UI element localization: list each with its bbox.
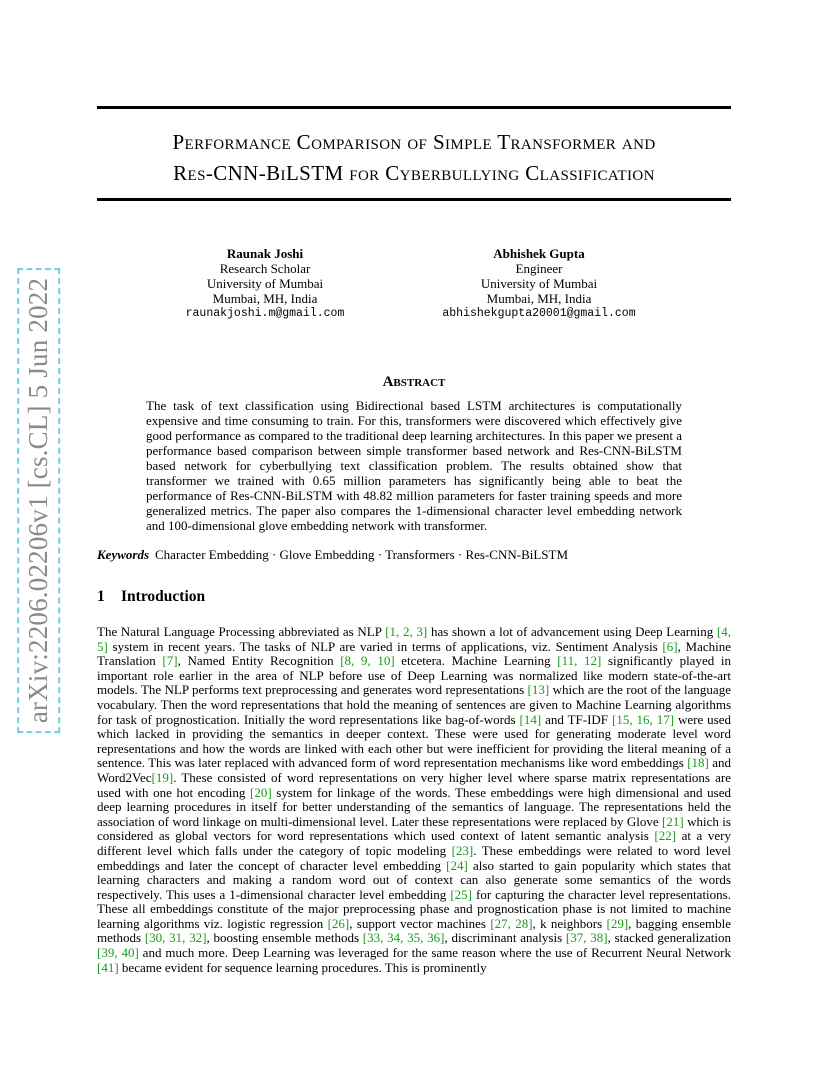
- body-text-run: The Natural Language Processing abbreviated as NLP: [97, 624, 386, 639]
- introduction-paragraph: [97, 625, 731, 975]
- citation-link[interactable]: [24]: [446, 857, 468, 873]
- citation-link[interactable]: [29]: [606, 915, 629, 931]
- body-text-run: , discriminant analysis: [444, 930, 566, 946]
- author-email[interactable]: raunakjoshi.m@gmail.com: [185, 307, 345, 320]
- citation-link[interactable]: [6]: [662, 638, 678, 654]
- body-text-run: for capturing the character level representations. These all embeddings constitute of the major preprocessing phase and prognostication phase is not limited to machine learning algorithms viz. logistic regression: [97, 886, 731, 931]
- abstract-heading: Abstract: [382, 374, 446, 390]
- citation-link[interactable]: [39, 40]: [97, 945, 139, 961]
- author-affiliation: University of Mumbai: [206, 276, 324, 291]
- citation-link[interactable]: [7]: [162, 653, 178, 669]
- body-text-run: , Named Entity Recognition: [177, 653, 341, 669]
- body-text-run: . These consisted of word representations on very higher level where sparse matrix representations are used with one hot encoding: [97, 769, 731, 800]
- body-text-run: , support vector machines: [349, 915, 491, 931]
- body-text-run: , Machine Translation: [97, 638, 732, 669]
- body-text-run: system in recent years. The tasks of NLP are varied in terms of applications, viz. Sentiment Analysis: [107, 638, 663, 654]
- citation-link[interactable]: [33, 34, 35, 36]: [362, 930, 445, 946]
- citation-link[interactable]: [8, 9, 10]: [340, 653, 395, 669]
- author-role: Research Scholar: [219, 261, 311, 276]
- body-text-run: system for linkage of the words. These embeddings were high dimensional and used deep learning procedures in itself for better understanding of the semantics of language. The representations held the association of word linkage on multi-dimensional level. Later these representations were replaced by Glove: [97, 784, 731, 829]
- citation-link[interactable]: [21]: [662, 813, 684, 829]
- citation-link[interactable]: [14]: [519, 711, 542, 727]
- citation-link[interactable]: [1, 2, 3]: [385, 624, 428, 639]
- body-text-run: , k neighbors: [532, 915, 607, 931]
- body-text-run: has shown a lot of advancement using Deep Learning: [427, 624, 717, 639]
- author-email[interactable]: abhishekgupta20001@gmail.com: [442, 307, 636, 320]
- citation-link[interactable]: [11, 12]: [557, 653, 602, 669]
- body-text-run: , stacked generalization: [607, 930, 731, 946]
- title-bottom-rule: [97, 198, 731, 201]
- section-title: Introduction: [121, 588, 206, 605]
- author-1: [125, 246, 405, 321]
- body-text-run: significantly played in important role earlier in the area of NLP before use of Deep Learning was normalized like modern state-of-the-art models. The NLP performs text preprocessing and generates word representations: [97, 653, 731, 698]
- body-text-run: became evident for sequence learning procedures. This is prominently: [118, 959, 487, 975]
- author-location: Mumbai, MH, India: [486, 291, 592, 306]
- author-name: Raunak Joshi: [226, 246, 304, 261]
- body-text-run: and Word2Vec: [97, 755, 731, 785]
- body-text-run: which are the root of the language vocabulary. Then the word representations that hold the meaning of sentences are given to Machine Learning algorithms for task of prognostication. Initially the word representations like bag-of-words: [97, 682, 731, 727]
- body-text-run: , boosting ensemble methods: [206, 930, 363, 946]
- author-location: Mumbai, MH, India: [212, 291, 318, 306]
- citation-link[interactable]: [23]: [451, 842, 474, 858]
- citation-link[interactable]: [26]: [327, 915, 350, 931]
- body-text-run: , bagging ensemble methods: [97, 915, 731, 946]
- citation-link[interactable]: [20]: [250, 784, 272, 800]
- abstract-text: The task of text classification using Bidirectional based LSTM architectures is computationally expensive and time consuming to train. For this, transformers were discovered which effectively give good performance as compared to the traditional deep learning architectures. In this paper we present a performance based comparison between simple transformer based network and Res-CNN-BiLSTM based network for cyberbullying text classification problem. The results obtained show that transformer we trained with 0.65 million parameters has significantly being able to beat the performance of Res-CNN-BiLSTM with 48.82 million parameters for faster training speeds and more generalized metrics. The paper also compares the 1-dimensional character level embedding network and 100-dimensional glove embedding network with transformer.: [146, 398, 682, 533]
- citation-link[interactable]: [41]: [97, 959, 119, 975]
- keywords-text: Character Embedding · Glove Embedding · Transformers · Res-CNN-BiLSTM: [155, 547, 569, 562]
- section-heading-introduction: [97, 588, 205, 606]
- body-text-run: . These embeddings were related to word level embeddings and later the concept of character level embedding: [97, 842, 732, 873]
- paper-title: [97, 127, 731, 189]
- author-2: [399, 246, 679, 321]
- paper-title-line-1: Performance Comparison of Simple Transformer and: [172, 130, 656, 154]
- citation-link[interactable]: [13]: [527, 682, 550, 698]
- section-number: 1: [97, 588, 105, 605]
- citation-link[interactable]: [19]: [151, 769, 174, 785]
- arxiv-identifier-stamp[interactable]: arXiv:2206.02206v1 [cs.CL] 5 Jun 2022: [18, 267, 61, 732]
- body-text-run: at a very different level which falls under the category of topic modeling: [97, 828, 731, 858]
- body-text-run: were used which lacked in providing the semantics in deeper context. These were used for generating moderate level word representations and how the words are linked with each other but were inefficient for providing the literal meaning of a sentence. This was later replaced with advanced form of word representation mechanisms like word embeddings: [97, 711, 732, 771]
- arxiv-stamp-container: [14, 264, 64, 736]
- body-text-run: and much more. Deep Learning was leveraged for the same reason where the use of Recurrent Neural Network: [138, 945, 731, 961]
- citation-link[interactable]: [27, 28]: [490, 915, 533, 931]
- citation-link[interactable]: [25]: [450, 886, 472, 902]
- keywords-line: [97, 547, 731, 563]
- title-top-rule: [97, 106, 731, 109]
- citation-link[interactable]: [4, 5]: [97, 624, 731, 654]
- body-text-run: also started to gain popularity which states that learning characters and making a random word out of context can also generate some semantics of the words respectively. This uses a 1-dimensional character level embedding: [97, 857, 731, 902]
- body-text-run: which is considered as global vectors for word representations which used context of latent semantic analysis: [97, 813, 731, 844]
- citation-link[interactable]: [15, 16, 17]: [611, 711, 675, 727]
- citation-link[interactable]: [22]: [654, 828, 677, 844]
- author-name: Abhishek Gupta: [493, 246, 585, 261]
- body-text-run: and TF-IDF: [541, 711, 612, 727]
- citation-link[interactable]: [18]: [687, 755, 709, 771]
- author-affiliation: University of Mumbai: [480, 276, 598, 291]
- body-text-run: etcetera. Machine Learning: [394, 653, 558, 669]
- citation-link[interactable]: [30, 31, 32]: [144, 930, 207, 946]
- paper-title-line-2: Res-CNN-BiLSTM for Cyberbullying Classification: [173, 161, 655, 185]
- author-role: Engineer: [515, 261, 563, 276]
- keywords-label: Keywords: [97, 547, 149, 562]
- citation-link[interactable]: [37, 38]: [565, 930, 608, 946]
